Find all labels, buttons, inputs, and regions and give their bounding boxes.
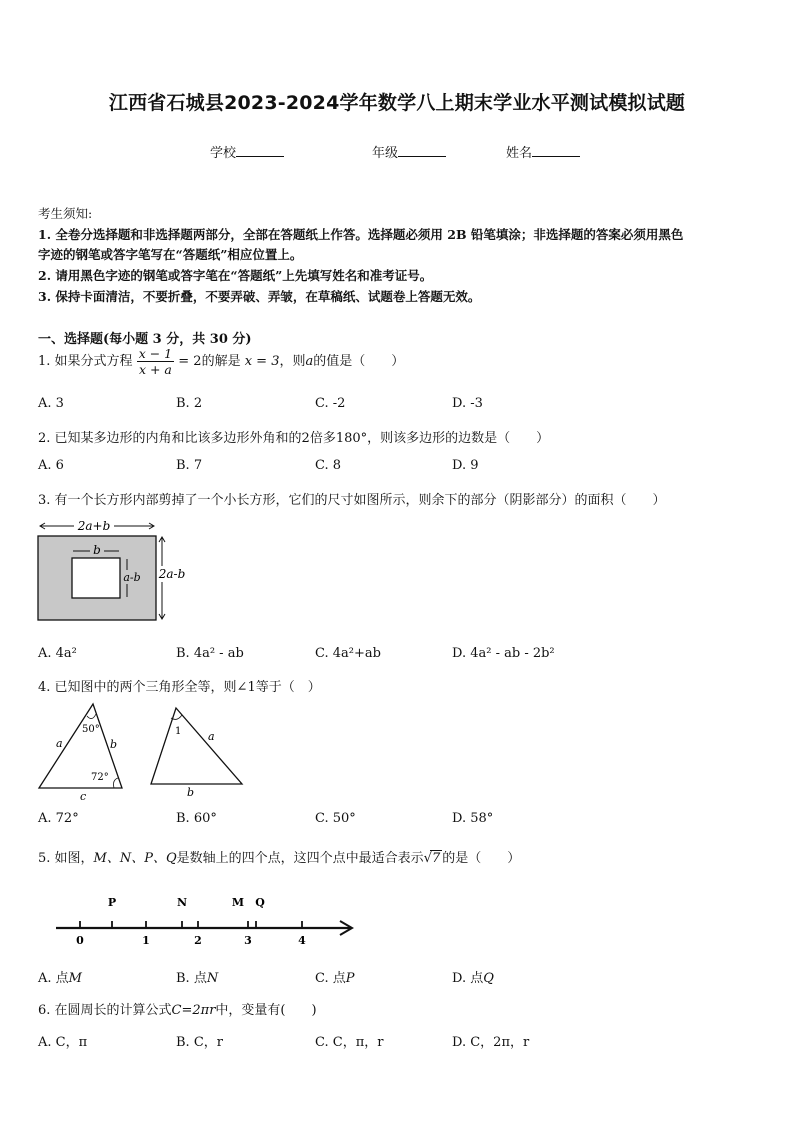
question-4 (38, 676, 321, 695)
question-5 (38, 847, 520, 866)
q5-option-c[interactable]: C. 点P (315, 971, 355, 986)
point-p: P (107, 896, 117, 909)
label-2a-plus-b: 2a+b (77, 519, 111, 533)
q6-option-c[interactable]: C. C，π，r (315, 1035, 384, 1050)
q1-option-d[interactable]: D. -3 (452, 396, 483, 411)
q3-option-a[interactable]: A. 4a² (38, 646, 77, 661)
q4-angle: ∠1 (236, 680, 256, 695)
q1-option-b[interactable]: B. 2 (176, 396, 203, 411)
q1-denominator: x + a (138, 362, 172, 377)
q1-suffix: 的值是（ ） (313, 354, 405, 369)
grade-field[interactable] (372, 142, 446, 161)
q2-option-d[interactable]: D. 9 (452, 458, 479, 473)
school-blank[interactable] (236, 144, 284, 157)
q6-prefix: 6. 在圆周长的计算公式 (38, 1003, 172, 1018)
question-6 (38, 999, 317, 1018)
q6-option-b[interactable]: B. C，r (176, 1035, 223, 1050)
q2-option-b[interactable]: B. 7 (176, 458, 203, 473)
q5-number-line (50, 888, 360, 952)
q1-prefix: 1. 如果分式方程 (38, 354, 133, 369)
q4-suffix: 等于（ ） (255, 680, 321, 695)
point-q: Q (255, 896, 265, 909)
angle-1: 1 (175, 726, 182, 737)
label-a-minus-b: a-b (123, 571, 141, 584)
q5-root: 7 (431, 851, 441, 866)
q5-mid: 是数轴上的四个点，这四个点中最适合表示 (176, 851, 424, 866)
label-b: b (93, 543, 101, 557)
tri1-side-a: a (56, 737, 63, 750)
q1-solution: x = 3 (244, 354, 280, 369)
tick-0: 0 (76, 934, 84, 947)
q1-mid2: ，则 (279, 354, 306, 369)
q1-var: a (305, 354, 314, 369)
q1-mid: 的解是 (201, 354, 241, 369)
section-heading: 一、选择题(每小题 3 分，共 30 分) (38, 332, 252, 347)
notice-line-2: 2. 请用黑色字迹的钢笔或答字笔在“答题纸”上先填写姓名和准考证号。 (38, 268, 433, 283)
q4-option-b[interactable]: B. 60° (176, 811, 217, 826)
name-field[interactable] (506, 142, 580, 161)
tri2-side-b: b (187, 786, 195, 799)
angle-72: 72° (91, 772, 109, 783)
q4-option-d[interactable]: D. 58° (452, 811, 494, 826)
q5-option-a[interactable]: A. 点M (38, 971, 82, 986)
q3-option-b[interactable]: B. 4a² - ab (176, 646, 244, 661)
question-2 (38, 427, 549, 446)
q2-suffix: ，则该多边形的边数是（ ） (367, 431, 550, 446)
q5-suffix: 的是（ ） (442, 851, 521, 866)
q2-option-c[interactable]: C. 8 (315, 458, 342, 473)
question-3: 3. 有一个长方形内部剪掉了一个小长方形，它们的尺寸如图所示，则余下的部分（阴影部分）的面积（ ） (38, 493, 666, 508)
q1-fraction (137, 346, 174, 377)
q4-triangles-figure (34, 700, 249, 804)
q4-option-a[interactable]: A. 72° (38, 811, 79, 826)
q3-rectangle-figure (34, 518, 186, 628)
point-n: N (176, 896, 188, 909)
q4-prefix: 4. 已知图中的两个三角形全等，则 (38, 680, 237, 695)
q4-option-c[interactable]: C. 50° (315, 811, 356, 826)
inner-rectangle (72, 558, 120, 598)
q2-prefix: 2. 已知某多边形的内角和比该多边形外角和的 (38, 431, 302, 446)
tick-3: 3 (244, 934, 252, 947)
q2-degree: 180° (335, 431, 368, 446)
point-m: M (231, 896, 245, 909)
tick-1: 1 (142, 934, 150, 947)
q6-suffix: 中，变量有( ) (215, 1003, 317, 1018)
q2-option-a[interactable]: A. 6 (38, 458, 64, 473)
q1-option-a[interactable]: A. 3 (38, 396, 64, 411)
q6-option-a[interactable]: A. C，π (38, 1035, 88, 1050)
name-label: 姓名 (506, 146, 533, 161)
q1-numerator: x − 1 (138, 346, 173, 361)
q6-formula: C=2πr (171, 1003, 216, 1018)
tick-2: 2 (194, 934, 202, 947)
q1-equals: = 2 (178, 354, 202, 369)
q5-option-b[interactable]: B. 点N (176, 971, 219, 986)
school-label: 学校 (210, 146, 237, 161)
q5-prefix: 5. 如图， (38, 851, 94, 866)
q5-points: M、N、P、Q (93, 851, 177, 866)
q3-option-d[interactable]: D. 4a² - ab - 2b² (452, 646, 555, 661)
q5-option-d[interactable]: D. 点Q (452, 971, 494, 986)
q2-n: 2 (301, 431, 310, 446)
tri1-side-b: b (110, 738, 118, 751)
angle-50: 50° (82, 724, 100, 735)
q2-mid: 倍多 (309, 431, 336, 446)
page-title: 江西省石城县2023-2024学年数学八上期末学业水平测试模拟试题 (108, 92, 686, 114)
notice-line-3: 3. 保持卡面清洁，不要折叠，不要弄破、弄皱，在草稿纸、试题卷上答题无效。 (38, 289, 481, 304)
q1-option-c[interactable]: C. -2 (315, 396, 346, 411)
notice-heading: 考生须知: (38, 206, 93, 221)
q6-option-d[interactable]: D. C，2π，r (452, 1035, 530, 1050)
grade-label: 年级 (372, 146, 399, 161)
notice-line-1b: 字迹的钢笔或答字笔写在“答题纸”相应位置上。 (38, 247, 303, 262)
notice-line-1a: 1. 全卷分选择题和非选择题两部分，全部在答题纸上作答。选择题必须用 2B 铅笔填涂；非选择题的答案必须用黑色 (38, 227, 684, 242)
label-2a-minus-b: 2a-b (158, 567, 186, 581)
grade-blank[interactable] (398, 144, 446, 157)
question-1 (38, 346, 404, 377)
name-blank[interactable] (532, 144, 580, 157)
triangle-2 (151, 708, 242, 784)
q3-option-c[interactable]: C. 4a²+ab (315, 646, 381, 661)
sqrt-icon: √ (423, 851, 432, 866)
tick-4: 4 (298, 934, 306, 947)
tri1-side-c: c (80, 790, 87, 803)
tri2-side-a: a (208, 730, 215, 743)
school-field[interactable] (210, 142, 284, 161)
